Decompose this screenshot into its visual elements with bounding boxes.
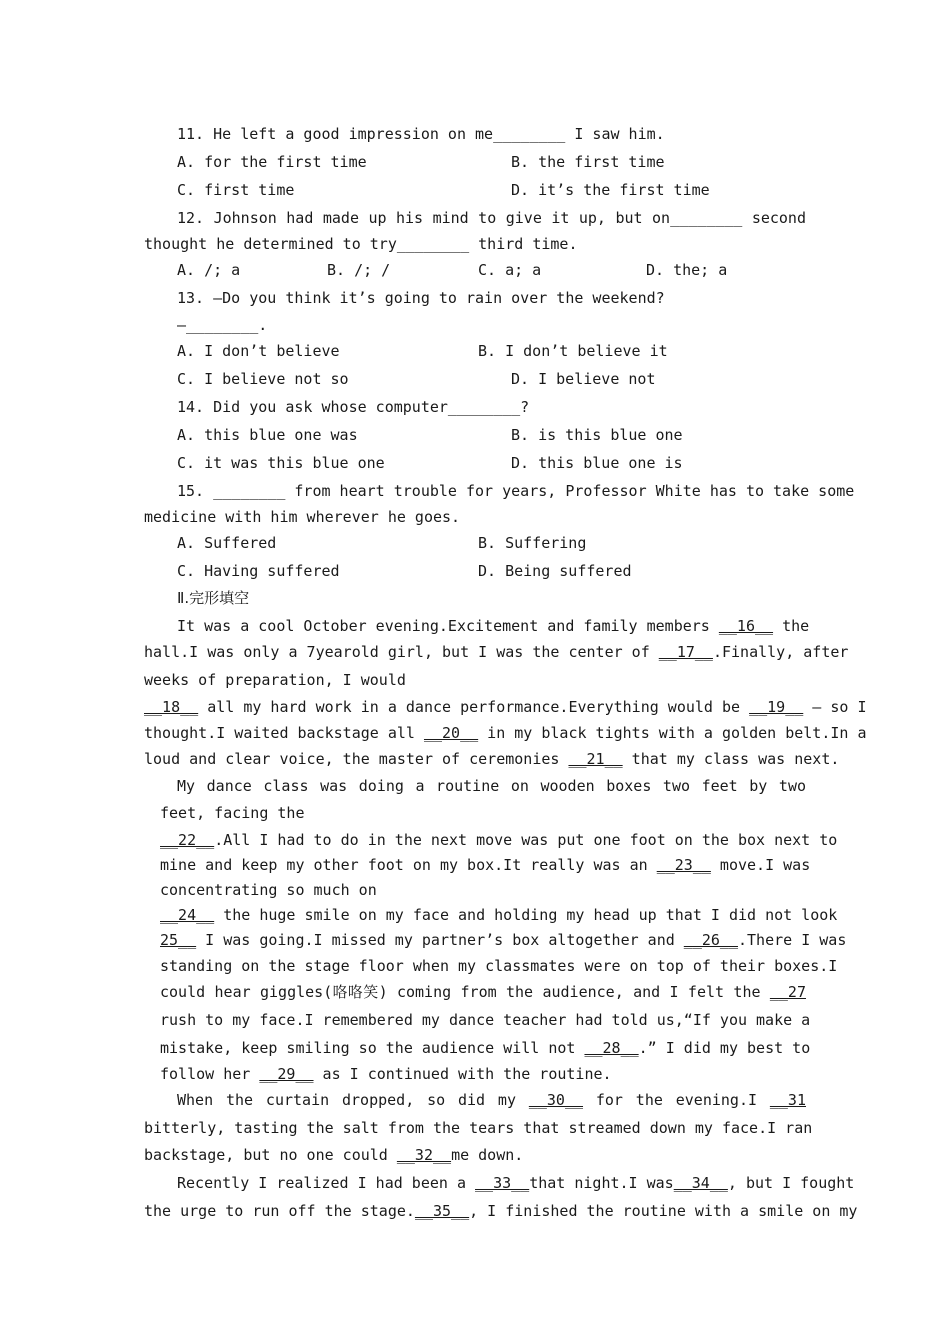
q12-option-b[interactable]: B. /; / — [327, 261, 391, 279]
cloze-p2-line-2: feet, facing the — [160, 804, 305, 822]
q13-option-d[interactable]: D. I believe not — [511, 370, 656, 388]
q13-option-a[interactable]: A. I don’t believe — [177, 342, 340, 360]
cloze-p2-line-10: rush to my face.I remembered my dance teacher had told us,“If you make a — [160, 1011, 811, 1029]
cloze-p2-line-4: mine and keep my other foot on my box.It really was an __23__ move.I was — [160, 856, 811, 874]
question-11-stem: 11. He left a good impression on me________ I saw him. — [177, 125, 665, 143]
blank-21[interactable]: __21__ — [568, 750, 623, 768]
blank-31[interactable]: __31 — [769, 1091, 806, 1109]
cloze-p2-line-3: __22__.All I had to do in the next move was put one foot on the box next to — [160, 831, 838, 849]
blank-25[interactable]: 25__ — [160, 931, 197, 949]
blank-28[interactable]: __28__ — [584, 1039, 639, 1057]
q13-option-b[interactable]: B. I don’t believe it — [478, 342, 668, 360]
question-13-stem-line-1: 13. —Do you think it’s going to rain over the weekend? — [177, 289, 665, 307]
question-15-stem-line-2: medicine with him wherever he goes. — [144, 508, 461, 526]
q14-option-a[interactable]: A. this blue one was — [177, 426, 358, 444]
cloze-p2-line-11: mistake, keep smiling so the audience will not __28__.” I did my best to — [160, 1039, 811, 1057]
cloze-p1-line-5: thought.I waited backstage all __20__ in my black tights with a golden belt.In a — [144, 724, 867, 742]
blank-16[interactable]: __16__ — [718, 617, 774, 635]
cloze-p1-line-2: hall.I was only a 7yearold girl, but I was the center of __17__.Finally, after — [144, 643, 849, 661]
q14-option-d[interactable]: D. this blue one is — [511, 454, 683, 472]
blank-29[interactable]: __29__ — [259, 1065, 314, 1083]
blank-30[interactable]: __30__ — [528, 1091, 584, 1109]
cloze-p1-line-4: __18__ all my hard work in a dance performance.Everything would be __19__ — so I — [144, 698, 867, 716]
q12-option-c[interactable]: C. a; a — [478, 261, 542, 279]
q13-option-c[interactable]: C. I believe not so — [177, 370, 349, 388]
blank-24[interactable]: __24__ — [160, 906, 215, 924]
q11-option-b[interactable]: B. the first time — [511, 153, 665, 171]
cloze-p2-line-9: could hear giggles(咯咯笑) coming from the audience, and I felt the __27 — [160, 983, 806, 1001]
question-14-stem: 14. Did you ask whose computer________? — [177, 398, 530, 416]
q15-option-c[interactable]: C. Having suffered — [177, 562, 340, 580]
q14-option-b[interactable]: B. is this blue one — [511, 426, 683, 444]
cloze-p2-line-8: standing on the stage floor when my classmates were on top of their boxes.I — [160, 957, 838, 975]
section-heading-cloze: Ⅱ.完形填空 — [177, 589, 250, 607]
blank-35[interactable]: __35__ — [414, 1202, 470, 1220]
question-13-stem-line-2: —________. — [177, 316, 268, 334]
cloze-p2-line-5: concentrating so much on — [160, 881, 377, 899]
cloze-p1-line-3: weeks of preparation, I would — [144, 671, 406, 689]
blank-17[interactable]: __17__ — [658, 643, 713, 661]
cloze-p2-line-7: 25__ I was going.I missed my partner’s box altogether and __26__.There I was — [160, 931, 847, 949]
cloze-p2-line-6: __24__ the huge smile on my face and holding my head up that I did not look — [160, 906, 838, 924]
cloze-p1-line-1: It was a cool October evening.Excitement and family members __16__ the — [177, 617, 810, 635]
cloze-p4-line-1: Recently I realized I had been a __33__that night.I was__34__, but I fought — [177, 1174, 855, 1192]
blank-19[interactable]: __19__ — [749, 698, 804, 716]
q15-option-b[interactable]: B. Suffering — [478, 534, 587, 552]
cloze-p1-line-6: loud and clear voice, the master of ceremonies __21__ that my class was next. — [144, 750, 840, 768]
q11-option-a[interactable]: A. for the first time — [177, 153, 367, 171]
q12-option-d[interactable]: D. the; a — [646, 261, 728, 279]
blank-33[interactable]: __33__ — [475, 1174, 530, 1192]
question-12-stem-line-1: 12. Johnson had made up his mind to give it up, but on________ second — [177, 209, 806, 227]
q11-option-c[interactable]: C. first time — [177, 181, 295, 199]
cloze-p3-line-2: bitterly, tasting the salt from the tears that streamed down my face.I ran — [144, 1119, 813, 1137]
cloze-p2-line-1: My dance class was doing a routine on wooden boxes two feet by two — [177, 777, 806, 795]
blank-32[interactable]: __32__ — [396, 1146, 452, 1164]
blank-20[interactable]: __20__ — [423, 724, 479, 742]
q11-option-d[interactable]: D. it’s the first time — [511, 181, 710, 199]
question-15-stem-line-1: 15. ________ from heart trouble for years, Professor White has to take some — [177, 482, 855, 500]
q15-option-d[interactable]: D. Being suffered — [478, 562, 632, 580]
q12-option-a[interactable]: A. /; a — [177, 261, 241, 279]
question-12-stem-line-2: thought he determined to try________ third time. — [144, 235, 578, 253]
cloze-p2-line-12: follow her __29__ as I continued with the routine. — [160, 1065, 612, 1083]
cloze-p3-line-3: backstage, but no one could __32__me down. — [144, 1146, 524, 1164]
blank-26[interactable]: __26__ — [683, 931, 738, 949]
blank-22[interactable]: __22__ — [160, 831, 215, 849]
blank-18[interactable]: __18__ — [144, 698, 199, 716]
cloze-p4-line-2: the urge to run off the stage.__35__, I finished the routine with a smile on my — [144, 1202, 858, 1220]
cloze-p3-line-1: When the curtain dropped, so did my __30__ for the evening.I __31 — [177, 1091, 806, 1109]
q15-option-a[interactable]: A. Suffered — [177, 534, 277, 552]
blank-34[interactable]: __34__ — [673, 1174, 728, 1192]
q14-option-c[interactable]: C. it was this blue one — [177, 454, 385, 472]
blank-27[interactable]: __27 — [769, 983, 806, 1001]
blank-23[interactable]: __23__ — [656, 856, 711, 874]
